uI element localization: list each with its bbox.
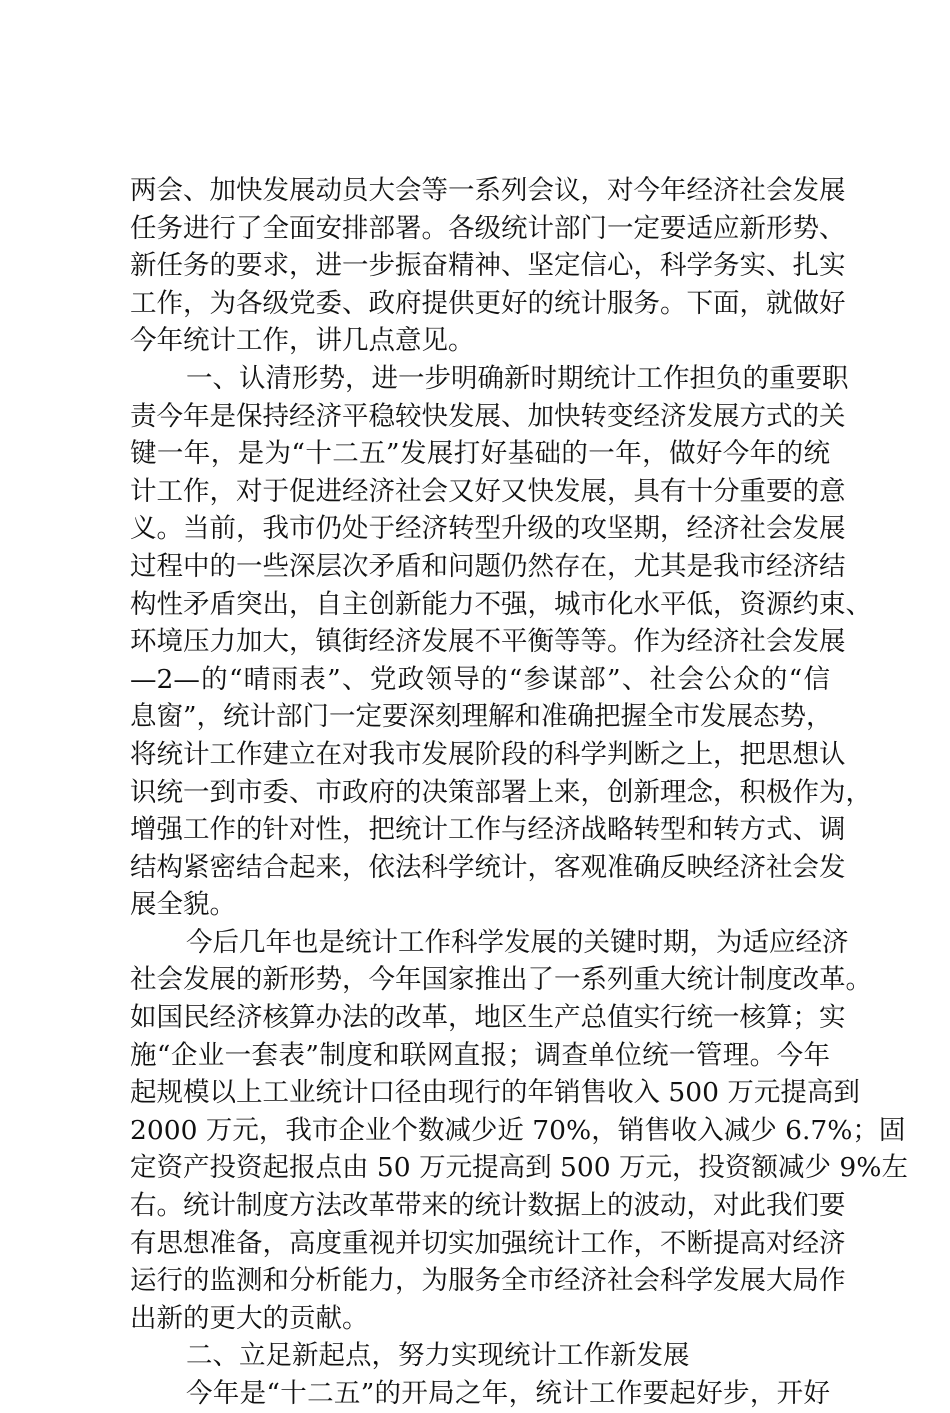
text-line: 构性矛盾突出，自主创新能力不强，城市化水平低，资源约束、 xyxy=(130,588,872,620)
text-line: —2—的“晴雨表”、党政领导的“参谋部”、社会公众的“信 xyxy=(130,663,830,695)
text-line: 识统一到市委、市政府的决策部署上来，创新理念，积极作为， xyxy=(130,776,872,808)
text-line: 结构紧密结合起来，依法科学统计，客观准确反映经济社会发 xyxy=(130,851,846,883)
text-line: 过程中的一些深层次矛盾和问题仍然存在，尤其是我市经济结 xyxy=(130,550,846,582)
text-line: 计工作，对于促进经济社会又好又快发展，具有十分重要的意 xyxy=(130,475,846,507)
text-line: 运行的监测和分析能力，为服务全市经济社会科学发展大局作 xyxy=(130,1265,846,1297)
text-line: 施“企业一套表”制度和联网直报；调查单位统一管理。今年 xyxy=(130,1039,830,1071)
text-line: 一、认清形势，进一步明确新时期统计工作担负的重要职 xyxy=(186,362,849,394)
text-line: 2000 万元，我市企业个数减少近 70%，销售收入减少 6.7%；固 xyxy=(130,1114,906,1146)
text-line: 展全貌。 xyxy=(130,889,236,921)
text-line: 右。统计制度方法改革带来的统计数据上的波动，对此我们要 xyxy=(130,1190,846,1222)
text-line: 工作，为各级党委、政府提供更好的统计服务。下面，就做好 xyxy=(130,287,846,319)
text-line: 今年统计工作，讲几点意见。 xyxy=(130,325,475,357)
text-line: 责今年是保持经济平稳较快发展、加快转变经济发展方式的关 xyxy=(130,400,846,432)
text-line: 将统计工作建立在对我市发展阶段的科学判断之上，把思想认 xyxy=(130,738,846,770)
text-line: 任务进行了全面安排部署。各级统计部门一定要适应新形势、 xyxy=(130,212,846,244)
text-line: 定资产投资起报点由 50 万元提高到 500 万元，投资额减少 9%左 xyxy=(130,1152,908,1184)
text-line: 社会发展的新形势，今年国家推出了一系列重大统计制度改革。 xyxy=(130,964,872,996)
text-line: 今年是“十二五”的开局之年，统计工作要起好步，开好 xyxy=(186,1378,830,1409)
text-line: 有思想准备，高度重视并切实加强统计工作，不断提高对经济 xyxy=(130,1227,846,1259)
text-line: 出新的更大的贡献。 xyxy=(130,1302,369,1334)
text-line: 息窗”，统计部门一定要深刻理解和准确把握全市发展态势， xyxy=(130,701,833,733)
text-line: 新任务的要求，进一步振奋精神、坚定信心，科学务实、扎实 xyxy=(130,250,846,282)
text-line: 键一年，是为“十二五”发展打好基础的一年，做好今年的统 xyxy=(130,438,830,470)
text-line: 如国民经济核算办法的改革，地区生产总值实行统一核算；实 xyxy=(130,1002,846,1034)
text-line: 环境压力加大，镇街经济发展不平衡等等。作为经济社会发展 xyxy=(130,626,846,658)
text-line: 义。当前，我市仍处于经济转型升级的攻坚期，经济社会发展 xyxy=(130,513,846,545)
text-line: 两会、加快发展动员大会等一系列会议，对今年经济社会发展 xyxy=(130,175,846,206)
text-line: 今后几年也是统计工作科学发展的关键时期，为适应经济 xyxy=(186,926,849,958)
document-page xyxy=(130,172,908,1413)
text-line: 增强工作的针对性，把统计工作与经济战略转型和转方式、调 xyxy=(130,814,846,846)
text-line: 二、立足新起点，努力实现统计工作新发展 xyxy=(186,1340,690,1372)
text-line: 起规模以上工业统计口径由现行的年销售收入 500 万元提高到 xyxy=(130,1077,860,1109)
